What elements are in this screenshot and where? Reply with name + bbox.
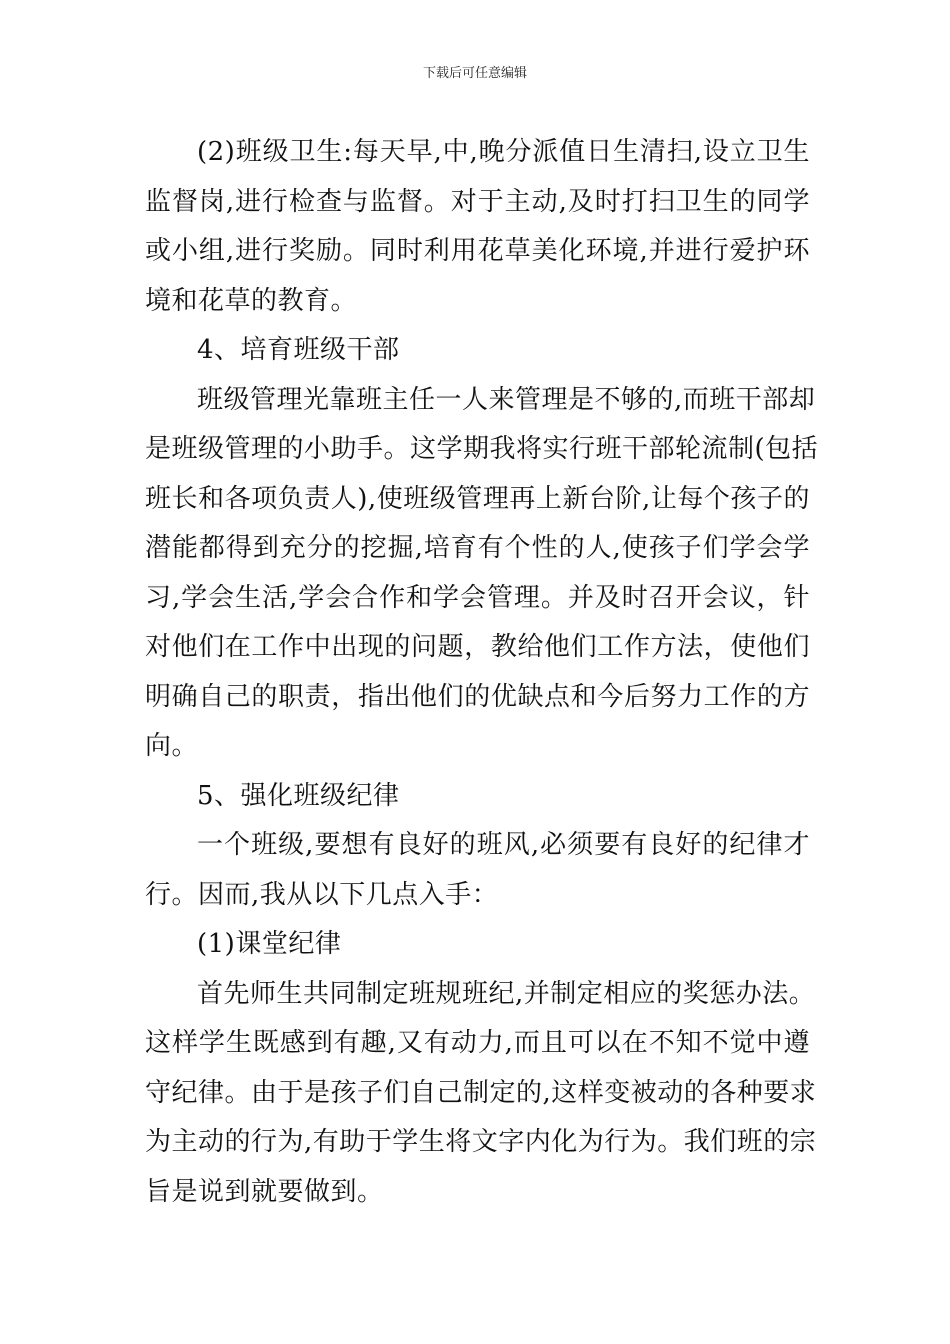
paragraph-class-hygiene bbox=[145, 128, 810, 326]
page-header: 下载后可任意编辑 bbox=[422, 66, 527, 81]
text-line: 班级管理光靠班主任一人来管理是不够的,而班干部却 bbox=[197, 384, 816, 415]
text-line: 明确自己的职责，指出他们的优缺点和今后努力工作的方 bbox=[145, 681, 810, 712]
subsection-heading-classroom bbox=[145, 920, 810, 970]
text-line: 是班级管理的小助手。这学期我将实行班干部轮流制(包括 bbox=[145, 434, 819, 464]
text-line: 班长和各项负责人),使班级管理再上新台阶,让每个孩子的 bbox=[145, 483, 810, 514]
text-line: 旨是说到就要做到。 bbox=[145, 1176, 384, 1207]
paragraph-classroom-discipline bbox=[145, 970, 817, 1218]
text-line: 对他们在工作中出现的问题，教给他们工作方法，使他们 bbox=[145, 632, 810, 662]
text-line: 或小组,进行奖励。同时利用花草美化环境,并进行爱护环 bbox=[145, 236, 810, 266]
text-line: 这样学生既感到有趣,又有动力,而且可以在不知不觉中遵 bbox=[145, 1028, 810, 1058]
text-line: 首先师生共同制定班规班纪,并制定相应的奖惩办法。 bbox=[197, 978, 816, 1009]
text-line: 监督岗,进行检查与监督。对于主动,及时打扫卫生的同学 bbox=[145, 186, 810, 217]
text-line: 向。 bbox=[145, 731, 199, 761]
paragraph-class-cadres bbox=[145, 376, 819, 772]
text-line: 潜能都得到充分的挖掘,培育有个性的人,使孩子们学会学 bbox=[145, 533, 810, 563]
text-line: 行。因而,我从以下几点入手： bbox=[145, 879, 499, 910]
section-heading-discipline bbox=[145, 772, 810, 822]
text-line: 5、强化班级纪律 bbox=[197, 780, 400, 811]
text-line: 守纪律。由于是孩子们自己制定的,这样变被动的各种要求 bbox=[145, 1077, 817, 1108]
text-line: 习,学会生活,学会合作和学会管理。并及时召开会议，针 bbox=[145, 582, 810, 613]
text-line: 4、培育班级干部 bbox=[197, 335, 400, 365]
section-heading-cadres bbox=[145, 326, 810, 376]
paragraph-class-discipline bbox=[145, 821, 810, 920]
text-line: 境和花草的教育。 bbox=[145, 285, 358, 316]
text-line: (1)课堂纪律 bbox=[197, 929, 342, 959]
text-line: 一个班级,要想有良好的班风,必须要有良好的纪律才 bbox=[197, 830, 810, 860]
text-line: 为主动的行为,有助于学生将文字内化为行为。我们班的宗 bbox=[145, 1127, 817, 1157]
document-body bbox=[145, 128, 819, 1217]
text-line: (2)班级卫生:每天早,中,晚分派值日生清扫,设立卫生 bbox=[197, 137, 810, 167]
